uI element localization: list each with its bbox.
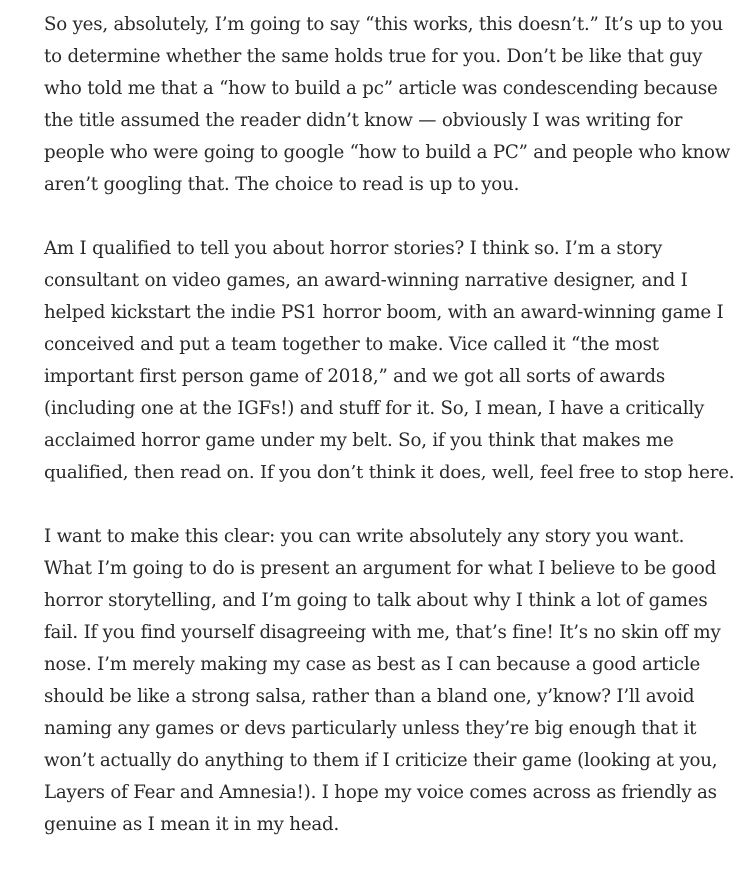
- text-line: genuine as I mean it in my head.: [44, 814, 340, 835]
- paragraph-reading-choice: [44, 9, 734, 201]
- text-line: What I’m going to do is present an argument for what I believe to be good: [44, 558, 717, 579]
- text-line: nose. I’m merely making my case as best as I can because a good article: [44, 654, 701, 675]
- text-line: people who were going to google “how to build a PC” and people who know: [44, 142, 731, 163]
- article-body: [44, 9, 734, 873]
- text-line: Am I qualified to tell you about horror stories? I think so. I’m a story: [44, 238, 663, 259]
- text-line: conceived and put a team together to make. Vice called it “the most: [44, 334, 659, 355]
- text-line: important first person game of 2018,” and we got all sorts of awards: [44, 366, 665, 387]
- text-line: helped kickstart the indie PS1 horror boom, with an award-winning game I: [44, 302, 724, 323]
- paragraph-qualifications: [44, 233, 734, 489]
- text-line: won’t actually do anything to them if I criticize their game (looking at you,: [44, 750, 718, 771]
- text-line: should be like a strong salsa, rather than a bland one, y’know? I’ll avoid: [44, 686, 695, 707]
- text-line: the title assumed the reader didn’t know — obviously I was writing for: [44, 110, 683, 131]
- text-line: qualified, then read on. If you don’t think it does, well, feel free to stop here.: [44, 462, 735, 483]
- text-line: So yes, absolutely, I’m going to say “this works, this doesn’t.” It’s up to you: [44, 14, 723, 35]
- text-line: (including one at the IGFs!) and stuff for it. So, I mean, I have a critically: [44, 398, 705, 419]
- text-line: who told me that a “how to build a pc” article was condescending because: [44, 78, 718, 99]
- text-line: acclaimed horror game under my belt. So, if you think that makes me: [44, 430, 674, 451]
- text-line: consultant on video games, an award-winning narrative designer, and I: [44, 270, 688, 291]
- text-line: naming any games or devs particularly unless they’re big enough that it: [44, 718, 697, 739]
- text-line: aren’t googling that. The choice to read is up to you.: [44, 174, 520, 195]
- text-line: Layers of Fear and Amnesia!). I hope my voice comes across as friendly as: [44, 782, 717, 803]
- text-line: to determine whether the same holds true for you. Don’t be like that guy: [44, 46, 703, 67]
- text-line: horror storytelling, and I’m going to talk about why I think a lot of games: [44, 590, 708, 611]
- paragraph-disclaimer: [44, 521, 734, 841]
- text-line: I want to make this clear: you can write absolutely any story you want.: [44, 526, 685, 547]
- text-line: fail. If you find yourself disagreeing with me, that’s fine! It’s no skin off my: [44, 622, 721, 643]
